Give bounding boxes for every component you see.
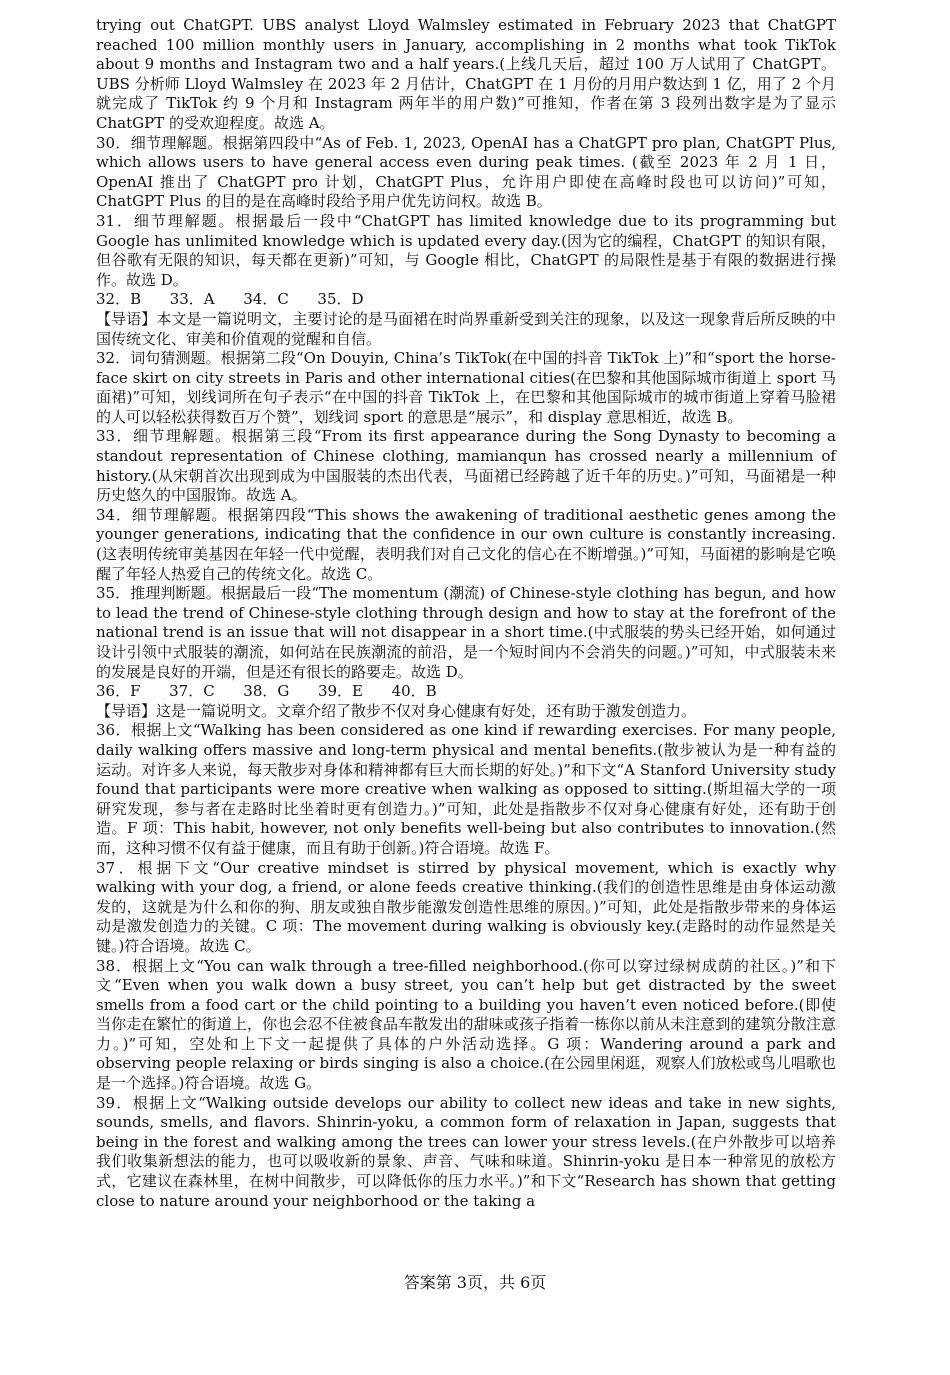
intro-passage-mamianqun: 【导语】本文是一篇说明文，主要讨论的是马面裙在时尚界重新受到关注的现象，以及这一现象背后所反映的中国传统文化、审美和价值观的觉醒和自信。: [96, 309, 836, 348]
intro-passage-walking: 【导语】这是一篇说明文。文章介绍了散步不仅对身心健康有好处，还有助于激发创造力。: [96, 701, 697, 720]
paragraph-q33: 33．细节理解题。根据第三段“From its first appearance during the Song Dynasty to becoming a standout representation of Chinese clothing, mamianqun has crossed nearly a millennium of history.(从宋朝首次出现到成为中国服装的杰出代表，马面裙已经跨越了近千年的历史。)”可知，马面裙是一种历史悠久的中国服饰。故选 A。: [96, 427, 836, 505]
paragraph-q36: 36．根据上文“Walking has been considered as one kind if rewarding exercises. For many people, daily walking offers massive and long-term physical and mental benefits.(散步被认为是一种有益的运动。对许多人来说，每天散步对身体和精神都有巨大而长期的好处。)”和下文“A Stanford University study found that participants were more creative when walking as opposed to sitting.(斯坦福大学的一项研究发现，参与者在走路时比坐着时更有创造力。)”可知，此处是指散步不仅对身心健康有好处，还有助于创造。F 项：This habit, however, not only benefits well-being but also contributes to innovation.(然而，这种习惯不仅有益于健康，而且有助于创新。)符合语境。故选 F。: [96, 721, 836, 857]
paragraph-q31: 31．细节理解题。根据最后一段中“ChatGPT has limited knowledge due to its programming but Google has unlimited knowledge which is updated every day.(因为它的编程，ChatGPT 的知识有限，但谷歌有无限的知识，每天都在更新)”可知，与 Google 相比，ChatGPT 的局限性是基于有限的数据进行操作。故选 D。: [96, 211, 836, 289]
answer-page-body: [96, 16, 836, 1211]
paragraph-q38: 38．根据上文“You can walk through a tree-filled neighborhood.(你可以穿过绿树成荫的社区。)”和下文“Even when you walk down a busy street, you can’t help but get distracted by the sweet smells from a food cart or the child pointing to a building you haven’t even noticed before.(即使当你走在繁忙的街道上，你也会忍不住被食品车散发出的甜味或孩子指着一栋你以前从未注意到的建筑分散注意力。)”可知，空处和上下文一起提供了具体的户外活动选择。G 项：Wandering around a park and observing people relaxing or birds singing is also a choice.(在公园里闲逛，观察人们放松或鸟儿唱歌也是一个选择。)符合语境。故选 G。: [96, 956, 836, 1093]
answer-key-36-40: 36．F 37．C 38．G 39．E 40．B: [96, 682, 437, 701]
paragraph-q35: 35．推理判断题。根据最后一段“The momentum (潮流) of Chinese-style clothing has begun, and how to lead the trend of Chinese-style clothing through design and how to stay at the forefront of the national trend is an issue that will not disappear in a short time.(中式服装的势头已经开始，如何通过设计引领中式服装的潮流，如何站在民族潮流的前沿，是一个短时间内不会消失的问题。)”可知，中式服装未来的发展是良好的开端，但是还有很长的路要走。故选 D。: [96, 584, 836, 681]
answer-key-32-35: 32．B 33．A 34．C 35．D: [96, 290, 364, 309]
paragraph-q30: 30．细节理解题。根据第四段中“As of Feb. 1, 2023, OpenAI has a ChatGPT pro plan, ChatGPT Plus, which allows users to have general access even during peak times. (截至 2023 年 2 月 1 日，OpenAI 推出了 ChatGPT pro 计划，ChatGPT Plus，允许用户即使在高峰时段也可以访问)”可知，ChatGPT Plus 的目的是在高峰时段给予用户优先访问权。故选 B。: [96, 133, 836, 211]
paragraph-q32: 32．词句猜测题。根据第二段“On Douyin, China’s TikTok(在中国的抖音 TikTok 上)”和“sport the horse-face skirt on city streets in Paris and other international cities(在巴黎和其他国际城市街道上 sport 马面裙)”可知，划线词所在句子表示“在中国的抖音 TikTok 上，在巴黎和其他国际城市的城市街道上穿着马脸裙的人可以轻松获得数百万个赞”，划线词 sport 的意思是“展示”，和 display 意思相近，故选 B。: [96, 349, 836, 426]
paragraph-q37: 37．根据下文“Our creative mindset is stirred by physical movement, which is exactly why walking with your dog, a friend, or alone feeds creative thinking.(我们的创造性思维是由身体运动激发的，这就是为什么和你的狗、朋友或独自散步能激发创造性思维的原因。)”可知，此处是指散步带来的身体运动是激发创造力的关键。C 项：The movement during walking is obviously key.(走路时的动作显然是关键。)符合语境。故选 C。: [96, 858, 836, 955]
page-number-footer: 答案第 3页，共 6页: [403, 1273, 547, 1292]
paragraph-q34: 34．细节理解题。根据第四段“This shows the awakening of traditional aesthetic genes among the younger generations, indicating that the confidence in our own culture is constantly increasing.(这表明传统审美基因在年轻一代中觉醒，表明我们对自己文化的信心在不断增强。)”可知，马面裙的影响是它唤醒了年轻人热爱自己的传统文化。故选 C。: [96, 505, 836, 583]
paragraph-q39: 39．根据上文“Walking outside develops our ability to collect new ideas and take in new sights, sounds, smells, and flavors. Shinrin-yoku, a common form of relaxation in Japan, suggests that being in the forest and walking among the trees can lower your stress levels.(在户外散步可以培养我们收集新想法的能力，也可以吸收新的景象、声音、气味和味道。Shinrin-yoku 是日本一种常见的放松方式，它建议在森林里，在树中间散步，可以降低你的压力水平。)”和下文“Research has shown that getting close to nature around your neighborhood or the taking a: [96, 1093, 836, 1210]
paragraph-q29-continued: trying out ChatGPT. UBS analyst Lloyd Walmsley estimated in February 2023 that ChatGPT reached 100 million monthly users in January, accomplishing in 2 months what took TikTok about 9 months and Instagram two and a half years.(上线几天后，超过 100 万人试用了 ChatGPT。UBS 分析师 Lloyd Walmsley 在 2023 年 2 月估计，ChatGPT 在 1 月份的月用户数达到 1 亿，用了 2 个月就完成了 TikTok 约 9 个月和 Instagram 两年半的用户数)”可推知，作者在第 3 段列出数字是为了显示 ChatGPT 的受欢迎程度。故选 A。: [96, 16, 836, 132]
